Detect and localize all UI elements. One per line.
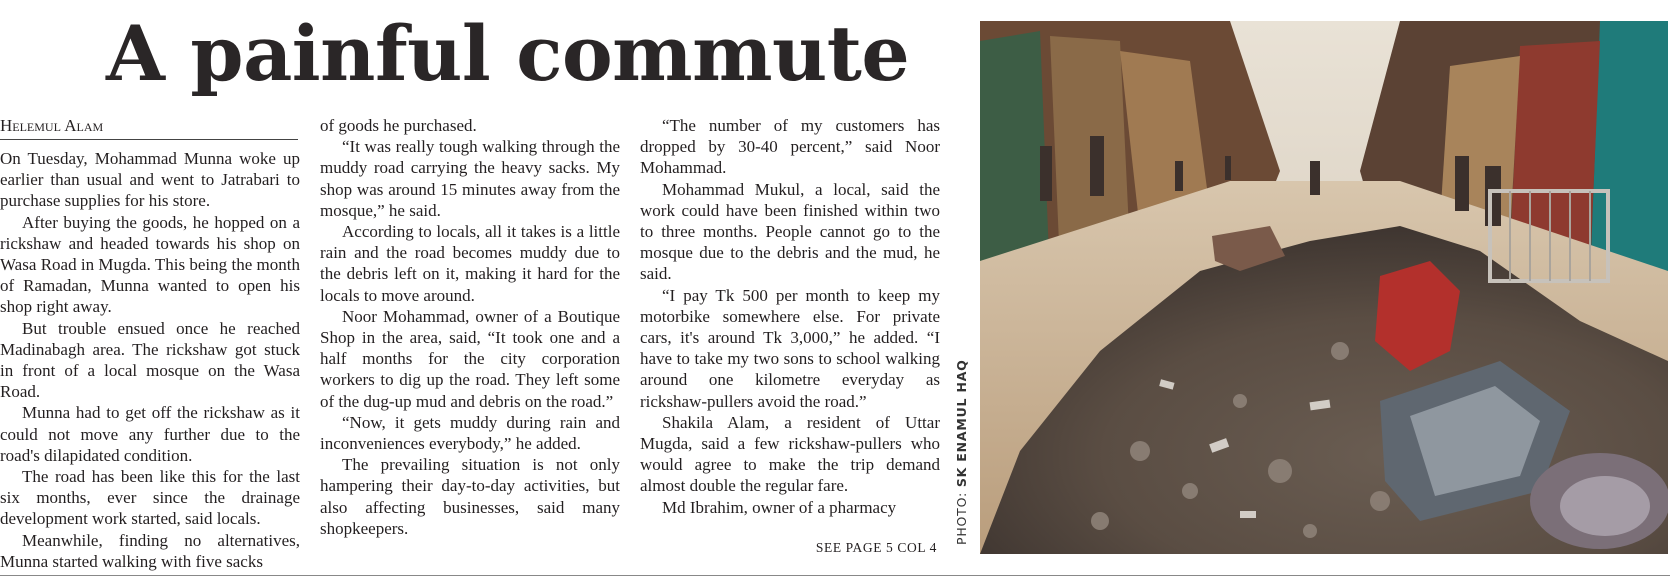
paragraph: Mohammad Mukul, a local, said the work could have been finished within two to three months. People cannot go to the mosque due to the debris and the mud, he said.	[640, 179, 940, 284]
photo-credit-name: SK ENAMUL HAQ	[954, 359, 969, 488]
page-bottom-rule	[0, 575, 1670, 576]
paragraph: According to locals, all it takes is a little rain and the road becomes muddy due to the debris left on it, making it hard for the locals to move around.	[320, 222, 620, 305]
paragraph: Meanwhile, finding no alternatives, Munna started walking with five sacks	[0, 530, 300, 571]
headline: A painful commute	[106, 9, 910, 98]
paragraph: “The number of my customers has dropped by 30-40 percent,” said Noor Mohammad.	[640, 116, 940, 178]
paragraph: After buying the goods, he hopped on a rickshaw and headed towards his shop on Wasa Road in Mugda. This being the month of Ramadan, Munna wanted to open his shop right away.	[0, 212, 300, 317]
byline: Helemul Alam	[0, 115, 298, 140]
paragraph: Noor Mohammad, owner of a Boutique Shop in the area, said, “It took one and a half months for the city corporation workers to dig up the road. They left some of the dug-up mud and debris on the road.”	[320, 306, 620, 411]
paragraph: Md Ibrahim, owner of a pharmacy	[662, 497, 897, 517]
street-debris-photo	[980, 21, 1668, 554]
paragraph: of goods he purchased.	[320, 116, 477, 135]
article-column-1	[0, 148, 300, 572]
paragraph: “Now, it gets muddy during rain and inconveniences everybody,” he added.	[320, 412, 620, 454]
paragraph: The road has been like this for the last six months, ever since the drainage development work started, said locals.	[0, 467, 300, 529]
continuation-jump-line: SEE PAGE 5 COL 4	[815, 540, 937, 555]
photo-credit	[954, 359, 969, 545]
photo-credit-label: PHOTO:	[954, 491, 969, 545]
paragraph: The prevailing situation is not only hampering their day-to-day activities, but also affecting businesses, said many shopkeepers.	[320, 455, 620, 538]
article-column-3	[640, 115, 940, 518]
article-column-2	[320, 115, 620, 539]
paragraph: Munna had to get off the rickshaw as it could not move any further due to the road's dilapidated condition.	[0, 403, 300, 465]
paragraph: On Tuesday, Mohammad Munna woke up earlier than usual and went to Jatrabari to purchase supplies for his store.	[0, 149, 300, 211]
paragraph: “I pay Tk 500 per month to keep my motorbike somewhere else. For private cars, it's around Tk 3,000,” he added. “I have to take my two sons to school walking around one kilometre everyday as rickshaw-pullers avoid the road.”	[640, 285, 940, 411]
paragraph: “It was really tough walking through the muddy road carrying the heavy sacks. My shop was around 15 minutes away from the mosque,” he said.	[320, 137, 620, 220]
paragraph: But trouble ensued once he reached Madinabagh area. The rickshaw got stuck in front of a local mosque on the Wasa Road.	[0, 318, 300, 402]
paragraph: Shakila Alam, a resident of Uttar Mugda, said a few rickshaw-pullers who would agree to make the trip demand almost double the regular fare.	[640, 412, 940, 496]
